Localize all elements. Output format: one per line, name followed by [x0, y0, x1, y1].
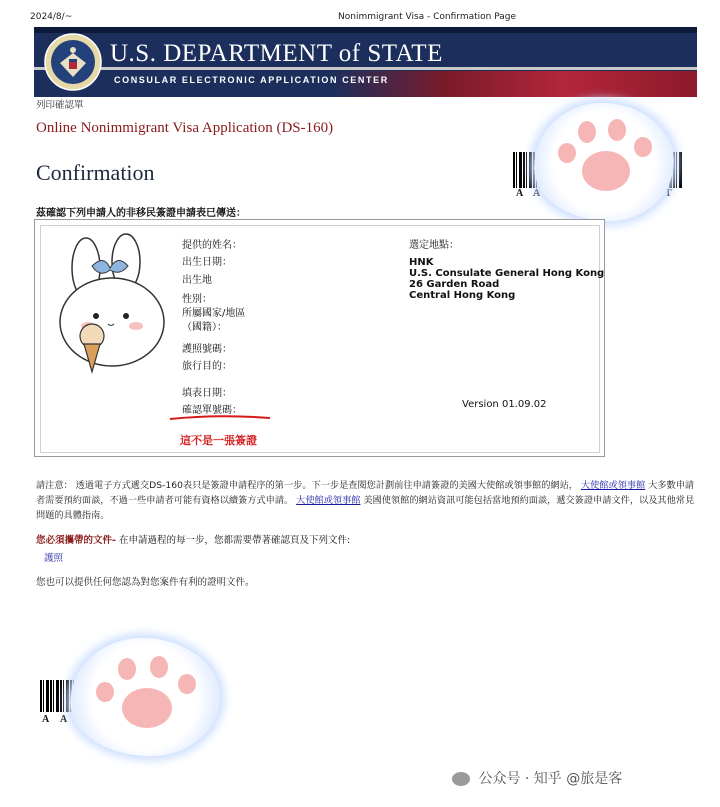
banner-title: U.S. DEPARTMENT of STATE	[110, 40, 443, 67]
watermark-text: 公众号 · 知乎 @旅是客	[452, 768, 622, 788]
wechat-icon	[452, 772, 470, 786]
embassy-link[interactable]: 大使館或領事館	[296, 495, 361, 506]
also-provide-text: 您也可以提供任何您認為對您案件有利的證明文件。	[36, 577, 255, 588]
paw-sticker-icon	[70, 638, 220, 756]
bottom-barcode-text-2: A	[60, 714, 68, 725]
form-title: Online Nonimmigrant Visa Application (DS-160)	[36, 120, 334, 136]
location-line: Central Hong Kong	[409, 290, 516, 301]
intro-text: 茲確認下列申請人的非移民簽證申請表已傳送：	[36, 208, 246, 219]
location-line: U.S. Consulate General Hong Kong	[409, 268, 605, 279]
page-heading: Confirmation	[36, 160, 155, 185]
location-line: 26 Garden Road	[409, 279, 500, 290]
print-date: 2024/8/~	[30, 12, 73, 22]
version-text: Version 01.09.02	[462, 399, 547, 410]
location-label: 選定地點：	[409, 240, 459, 251]
notice-paragraph	[36, 478, 698, 523]
state-department-seal-icon	[44, 33, 102, 91]
label-birthplace: 出生地	[182, 275, 212, 286]
print-confirmation-link[interactable]: 列印確認單	[36, 100, 84, 111]
annotation-not-a-visa: 這不是一張簽證	[180, 434, 257, 447]
print-page-title: Nonimmigrant Visa - Confirmation Page	[338, 12, 517, 22]
label-confirmation-number: 確認單號碼：	[182, 405, 242, 416]
location-line: HNK	[409, 257, 434, 268]
banner-subtitle: CONSULAR ELECTRONIC APPLICATION CENTER	[114, 75, 389, 85]
notice-text: 美國使領館的網站資訊可能包括當地預約面談，遞交簽證申請文件，以及其他常見問題的具體指南。	[36, 495, 695, 521]
label-gender: 性別：	[182, 294, 212, 305]
bunny-sticker-icon	[52, 232, 172, 382]
barcode-text-left-2: A	[533, 188, 541, 199]
paw-sticker-icon	[534, 103, 674, 221]
document-item-passport[interactable]: 護照	[44, 553, 64, 564]
label-passport: 護照號碼：	[182, 344, 232, 355]
barcode-text-left: A	[516, 188, 524, 199]
must-bring-text: 在申請過程的每一步，您都需要帶著確認頁及下列文件:	[118, 535, 351, 546]
label-dob: 出生日期：	[182, 257, 232, 268]
label-purpose: 旅行目的：	[182, 361, 232, 372]
notice-text: 請注意： 透過電子方式遞交DS-160表只是簽證申請程序的第一步。下一步是查閱您計劃前往申請簽證的美國大使館或領事館的網站，	[36, 480, 578, 491]
notice-text: 大多數申請者需要預約面談，不過一些申請者可能有資格以續簽方式申請。	[36, 480, 695, 506]
bottom-barcode-text: A	[42, 714, 50, 725]
embassy-link[interactable]: 大使館或領事館	[580, 480, 646, 491]
label-form-date: 填表日期：	[182, 388, 232, 399]
must-bring-label: 您必須攜帶的文件-	[36, 535, 116, 546]
must-bring-line	[36, 532, 350, 546]
barcode-text-right: T	[665, 188, 672, 199]
annotation-underline	[168, 413, 272, 423]
label-name: 提供的姓名：	[182, 240, 242, 251]
label-nationality: 所屬國家/地區（國籍）：	[182, 308, 246, 333]
dos-banner	[34, 27, 697, 97]
